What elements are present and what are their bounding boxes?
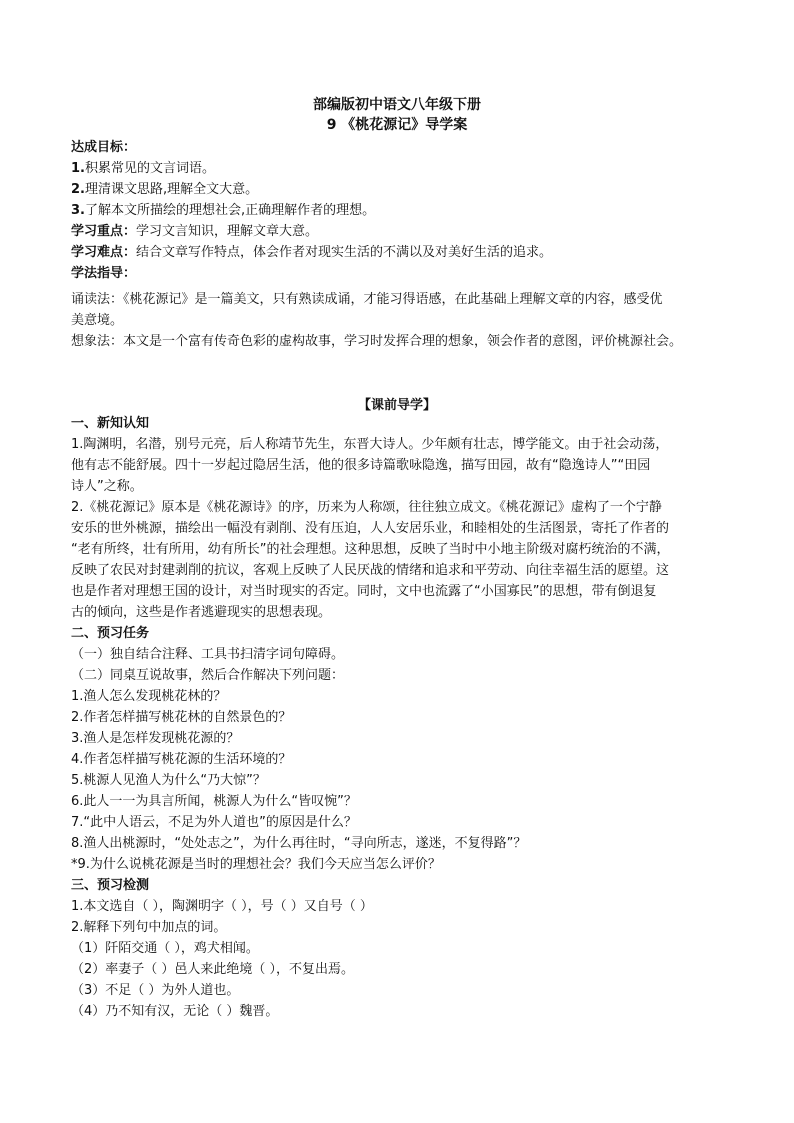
section-heading: 二、预习任务 xyxy=(71,626,150,641)
question-item: 6.此人一一为具言所闻，桃源人为什么“皆叹惋”？ xyxy=(71,794,357,809)
goal-item: 2.理清课文思路,理解全文大意。 xyxy=(71,182,259,197)
question-item: 5.桃源人见渔人为什么“乃大惊”？ xyxy=(71,773,266,788)
goals-heading: 达成目标： xyxy=(71,140,137,155)
section-heading: 一、新知认知 xyxy=(71,416,150,431)
task-line: （二）同桌互说故事，然后合作解决下列问题： xyxy=(71,668,345,683)
fill-blank-line: （3）不足（ ）为外人道也。 xyxy=(71,983,240,998)
fill-blank-line: （4）乃不知有汉，无论（ ）魏晋。 xyxy=(71,1004,279,1019)
fill-blank-line: 2.解释下列句中加点的词。 xyxy=(71,920,227,935)
question-item: 1.渔人怎么发现桃花林的？ xyxy=(71,689,227,704)
paragraph-line: 诗人”之称。 xyxy=(71,479,143,494)
paragraph-line: 安乐的世外桃源，描绘出一幅没有剥削、没有压迫，人人安居乐业，和睦相处的生活图景，寄托了作者的 xyxy=(71,521,670,536)
method-line: 美意境。 xyxy=(71,313,124,328)
paragraph-line: 他有志不能舒展。四十一岁起过隐居生活，他的很多诗篇歌咏隐逸，描写田园，故有“隐逸诗人”“田园 xyxy=(71,458,651,473)
question-item: 7.“此中人语云，不足为外人道也”的原因是什么？ xyxy=(71,815,357,830)
paragraph-line: 也是作者对理想王国的设计，对当时现实的否定。同时，文中也流露了“小国寡民”的思想，带有倒退复 xyxy=(71,584,657,599)
learning-focus: 学习重点：学习文言知识，理解文章大意。 xyxy=(71,224,319,239)
question-item: 8.渔人出桃源时，“处处志之”，为什么再往时，“寻向所志，遂迷，不复得路”？ xyxy=(71,836,527,851)
lesson-title: 9 《桃花源记》导学案 xyxy=(326,117,468,133)
paragraph-line: 2.《桃花源记》原本是《桃花源诗》的序，历来为人称颂，往往独立成文。《桃花源记》虚构了一个宁静 xyxy=(71,500,662,515)
question-item: *9.为什么说桃花源是当时的理想社会？我们今天应当怎么评价？ xyxy=(71,857,441,872)
goal-item: 3.了解本文所描绘的理想社会,正确理解作者的理想。 xyxy=(71,203,376,218)
fill-blank-line: 1.本文选自（ ），陶渊明字（ ），号（ ）又自号（ ） xyxy=(71,899,373,914)
paragraph-line: 反映了农民对封建剥削的抗议，客观上反映了人民厌战的情绪和追求和平劳动、向往幸福生活的愿望。这 xyxy=(71,563,670,578)
paragraph-line: “老有所终，壮有所用，幼有所长”的社会理想。这种思想，反映了当时中小地主阶级对腐朽统治的不满， xyxy=(71,542,670,557)
question-item: 3.渔人是怎样发现桃花源的？ xyxy=(71,731,240,746)
paragraph-line: 古的倾向，这些是作者逃避现实的思想表现。 xyxy=(71,605,332,620)
goal-item: 1.积累常见的文言词语。 xyxy=(71,161,215,176)
question-item: 2.作者怎样描写桃花林的自然景色的？ xyxy=(71,710,292,725)
learning-difficulty: 学习难点：结合文章写作特点，体会作者对现实生活的不满以及对美好生活的追求。 xyxy=(71,245,553,260)
paragraph-line: 1.陶渊明，名潜，别号元亮，后人称靖节先生，东晋大诗人。少年颇有壮志，博学能文。由于社会动荡， xyxy=(71,437,669,452)
fill-blank-line: （1）阡陌交通（ ），鸡犬相闻。 xyxy=(71,941,259,956)
question-item: 4.作者怎样描写桃花源的生活环境的？ xyxy=(71,752,292,767)
section-heading: 三、预习检测 xyxy=(71,878,150,893)
method-line: 想象法：本文是一个富有传奇色彩的虚构故事，学习时发挥合理的想象，领会作者的意图，评价桃源社会。 xyxy=(71,334,683,349)
method-heading: 学法指导： xyxy=(71,266,137,281)
page-title: 部编版初中语文八年级下册 xyxy=(313,97,481,113)
fill-blank-line: （2）率妻子（ ）邑人来此绝境（ ），不复出焉。 xyxy=(71,962,355,977)
preclass-heading: 【课前导学】 xyxy=(357,398,436,413)
method-line: 诵读法：《桃花源记》是一篇美文，只有熟读成诵，才能习得语感，在此基础上理解文章的内容，感受优 xyxy=(71,292,663,307)
task-line: （一）独自结合注释、工具书扫清字词句障碍。 xyxy=(71,647,345,662)
